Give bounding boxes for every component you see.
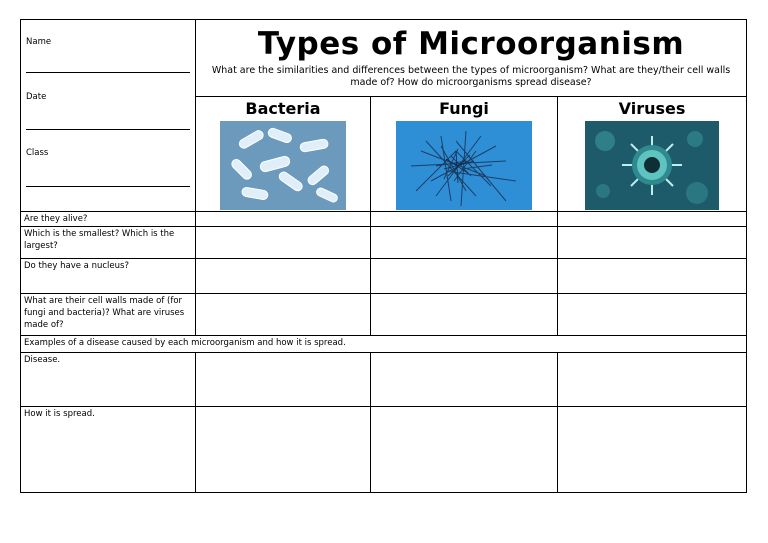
virus-image <box>585 121 719 210</box>
answer-cell-size-fungi[interactable] <box>371 227 558 259</box>
answer-cell-nucleus-fungi[interactable] <box>371 259 558 294</box>
student-info-cell <box>21 20 196 212</box>
bacteria-image <box>220 121 346 210</box>
answer-cell-spread-bacteria[interactable] <box>196 407 371 493</box>
worksheet-table <box>20 19 747 493</box>
name-label: Name <box>26 37 52 47</box>
column-head-fungi <box>371 97 558 212</box>
worksheet <box>20 19 746 494</box>
answer-cell-size-bacteria[interactable] <box>196 227 371 259</box>
class-write-line[interactable] <box>26 186 190 187</box>
date-label: Date <box>26 92 47 102</box>
column-head-viruses <box>558 97 747 212</box>
name-field <box>21 20 195 77</box>
answer-cell-nucleus-bacteria[interactable] <box>196 259 371 294</box>
fungi-image <box>396 121 532 210</box>
question-size: Which is the smallest? Which is the largest? <box>21 227 196 259</box>
title-cell <box>196 20 747 97</box>
column-label-fungi: Fungi <box>439 99 489 118</box>
column-label-viruses: Viruses <box>618 99 686 118</box>
answer-cell-alive-bacteria[interactable] <box>196 212 371 227</box>
row-label-disease: Disease. <box>21 353 196 407</box>
answer-cell-walls-viruses[interactable] <box>558 294 747 336</box>
answer-cell-walls-bacteria[interactable] <box>196 294 371 336</box>
answer-cell-nucleus-viruses[interactable] <box>558 259 747 294</box>
answer-cell-spread-fungi[interactable] <box>371 407 558 493</box>
date-field <box>21 77 195 134</box>
worksheet-title: Types of Microorganism <box>257 26 685 62</box>
answer-cell-spread-viruses[interactable] <box>558 407 747 493</box>
column-label-bacteria: Bacteria <box>245 99 321 118</box>
question-nucleus: Do they have a nucleus? <box>21 259 196 294</box>
class-field <box>21 134 195 191</box>
name-write-line[interactable] <box>26 72 190 73</box>
column-head-bacteria <box>196 97 371 212</box>
answer-cell-walls-fungi[interactable] <box>371 294 558 336</box>
examples-heading: Examples of a disease caused by each microorganism and how it is spread. <box>21 336 747 353</box>
answer-cell-size-viruses[interactable] <box>558 227 747 259</box>
answer-cell-disease-fungi[interactable] <box>371 353 558 407</box>
question-alive: Are they alive? <box>21 212 196 227</box>
class-label: Class <box>26 148 49 158</box>
date-write-line[interactable] <box>26 129 190 130</box>
worksheet-subtitle: What are the similarities and differences between the types of microorganism? What are they/their cell walls made of? How do microorganisms spread disease? <box>211 65 731 88</box>
answer-cell-alive-fungi[interactable] <box>371 212 558 227</box>
answer-cell-disease-viruses[interactable] <box>558 353 747 407</box>
answer-cell-alive-viruses[interactable] <box>558 212 747 227</box>
question-cell-walls: What are their cell walls made of (for fungi and bacteria)? What are viruses made of? <box>21 294 196 336</box>
answer-cell-disease-bacteria[interactable] <box>196 353 371 407</box>
row-label-how-spread: How it is spread. <box>21 407 196 493</box>
